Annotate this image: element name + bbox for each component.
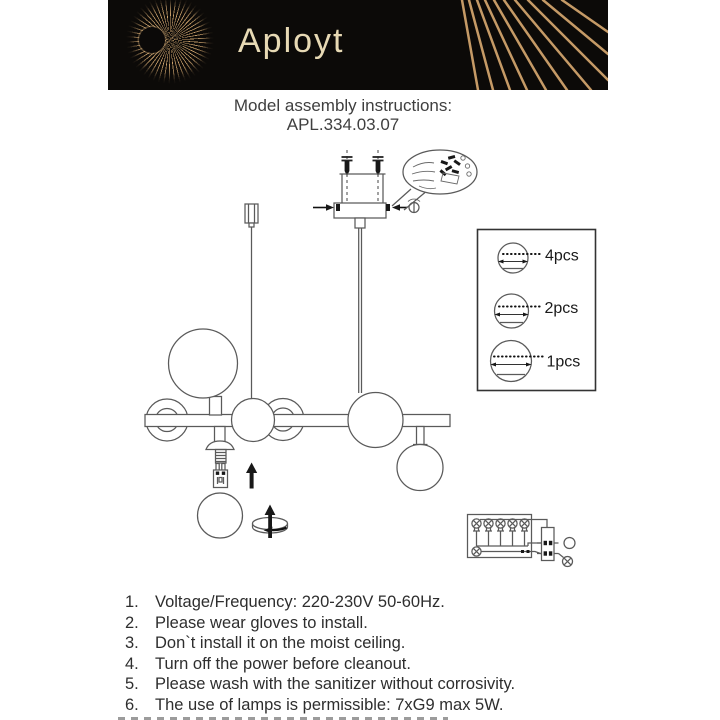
- ceiling-mount-detail: [313, 150, 477, 228]
- glass-shade-bottom: [198, 493, 243, 538]
- supply-terminal-symbol: [564, 538, 575, 549]
- list-item-text: Don`t install it on the moist ceiling.: [155, 634, 406, 652]
- glass-shade-right: [348, 393, 403, 448]
- canopy-stem: [355, 218, 365, 228]
- suspension-rod-right: [359, 228, 362, 393]
- list-item-text: Turn off the power before cleanout.: [155, 654, 411, 673]
- parts-count-label: 4pcs: [545, 247, 579, 265]
- locking-collar-icon: [253, 505, 288, 539]
- list-item: [125, 592, 515, 613]
- lamp-symbol: [472, 547, 481, 556]
- insert-arrow-icon: [246, 463, 257, 489]
- brand-wordmark: Aployt: [238, 22, 345, 60]
- lamp-symbol-tilted: [563, 557, 573, 567]
- list-item-number: 4.: [125, 654, 139, 673]
- lamp-symbol: [496, 519, 505, 528]
- lamp-symbol: [472, 519, 481, 528]
- list-item: [125, 695, 515, 716]
- list-item-number: 6.: [125, 695, 139, 714]
- list-item-number: 2.: [125, 613, 139, 632]
- list-item-number: 3.: [125, 634, 139, 652]
- g9-bulb-icon: [214, 464, 228, 488]
- mounting-screw-icon: [342, 157, 353, 176]
- shade-stem-top-left: [210, 397, 222, 416]
- model-number: APL.334.03.07: [286, 115, 400, 134]
- list-item: [125, 654, 515, 675]
- list-item-text: Please wear gloves to install.: [155, 613, 368, 632]
- side-screw-arrow-right: [386, 204, 407, 211]
- lamp-symbol: [508, 519, 517, 528]
- list-item-number: 1.: [125, 593, 139, 611]
- cutoff-text-fragment: [118, 717, 448, 720]
- fixture-bar: [145, 415, 450, 427]
- list-item: [125, 613, 515, 634]
- parts-count-box: [478, 230, 596, 391]
- cable-gripper: [245, 204, 258, 227]
- socket-stem: [215, 427, 226, 443]
- list-item: [125, 633, 515, 654]
- glass-shade-small-right: [397, 445, 443, 491]
- mounting-bracket: [340, 174, 386, 203]
- list-item-number: 5.: [125, 675, 139, 693]
- list-item-text: Voltage/Frequency: 220-230V 50-60Hz.: [155, 593, 445, 611]
- parts-count-label: 2pcs: [544, 300, 579, 317]
- parts-count-label: 1pcs: [546, 353, 581, 371]
- lamp-symbol: [484, 519, 493, 528]
- glass-shade-large: [169, 329, 238, 398]
- socket-assembly: [206, 441, 234, 463]
- glass-shade-middle: [232, 399, 275, 442]
- instructions-list: [125, 592, 515, 715]
- list-item-text: The use of lamps is permissible: 7xG9 max 5W.: [155, 695, 504, 714]
- lamp-symbol: [520, 519, 529, 528]
- instructions-title: Model assembly instructions:: [233, 96, 453, 115]
- terminal-block: [537, 528, 559, 561]
- list-item-text: Please wash with the sanitizer without corrosivity.: [155, 675, 516, 693]
- list-item: [125, 674, 515, 695]
- mounting-screw-icon: [373, 157, 384, 176]
- shade-stem-right-end: [417, 427, 425, 445]
- wiring-diagram: [468, 515, 576, 567]
- canopy: [334, 203, 386, 218]
- hardware-callout-balloon: [392, 150, 477, 210]
